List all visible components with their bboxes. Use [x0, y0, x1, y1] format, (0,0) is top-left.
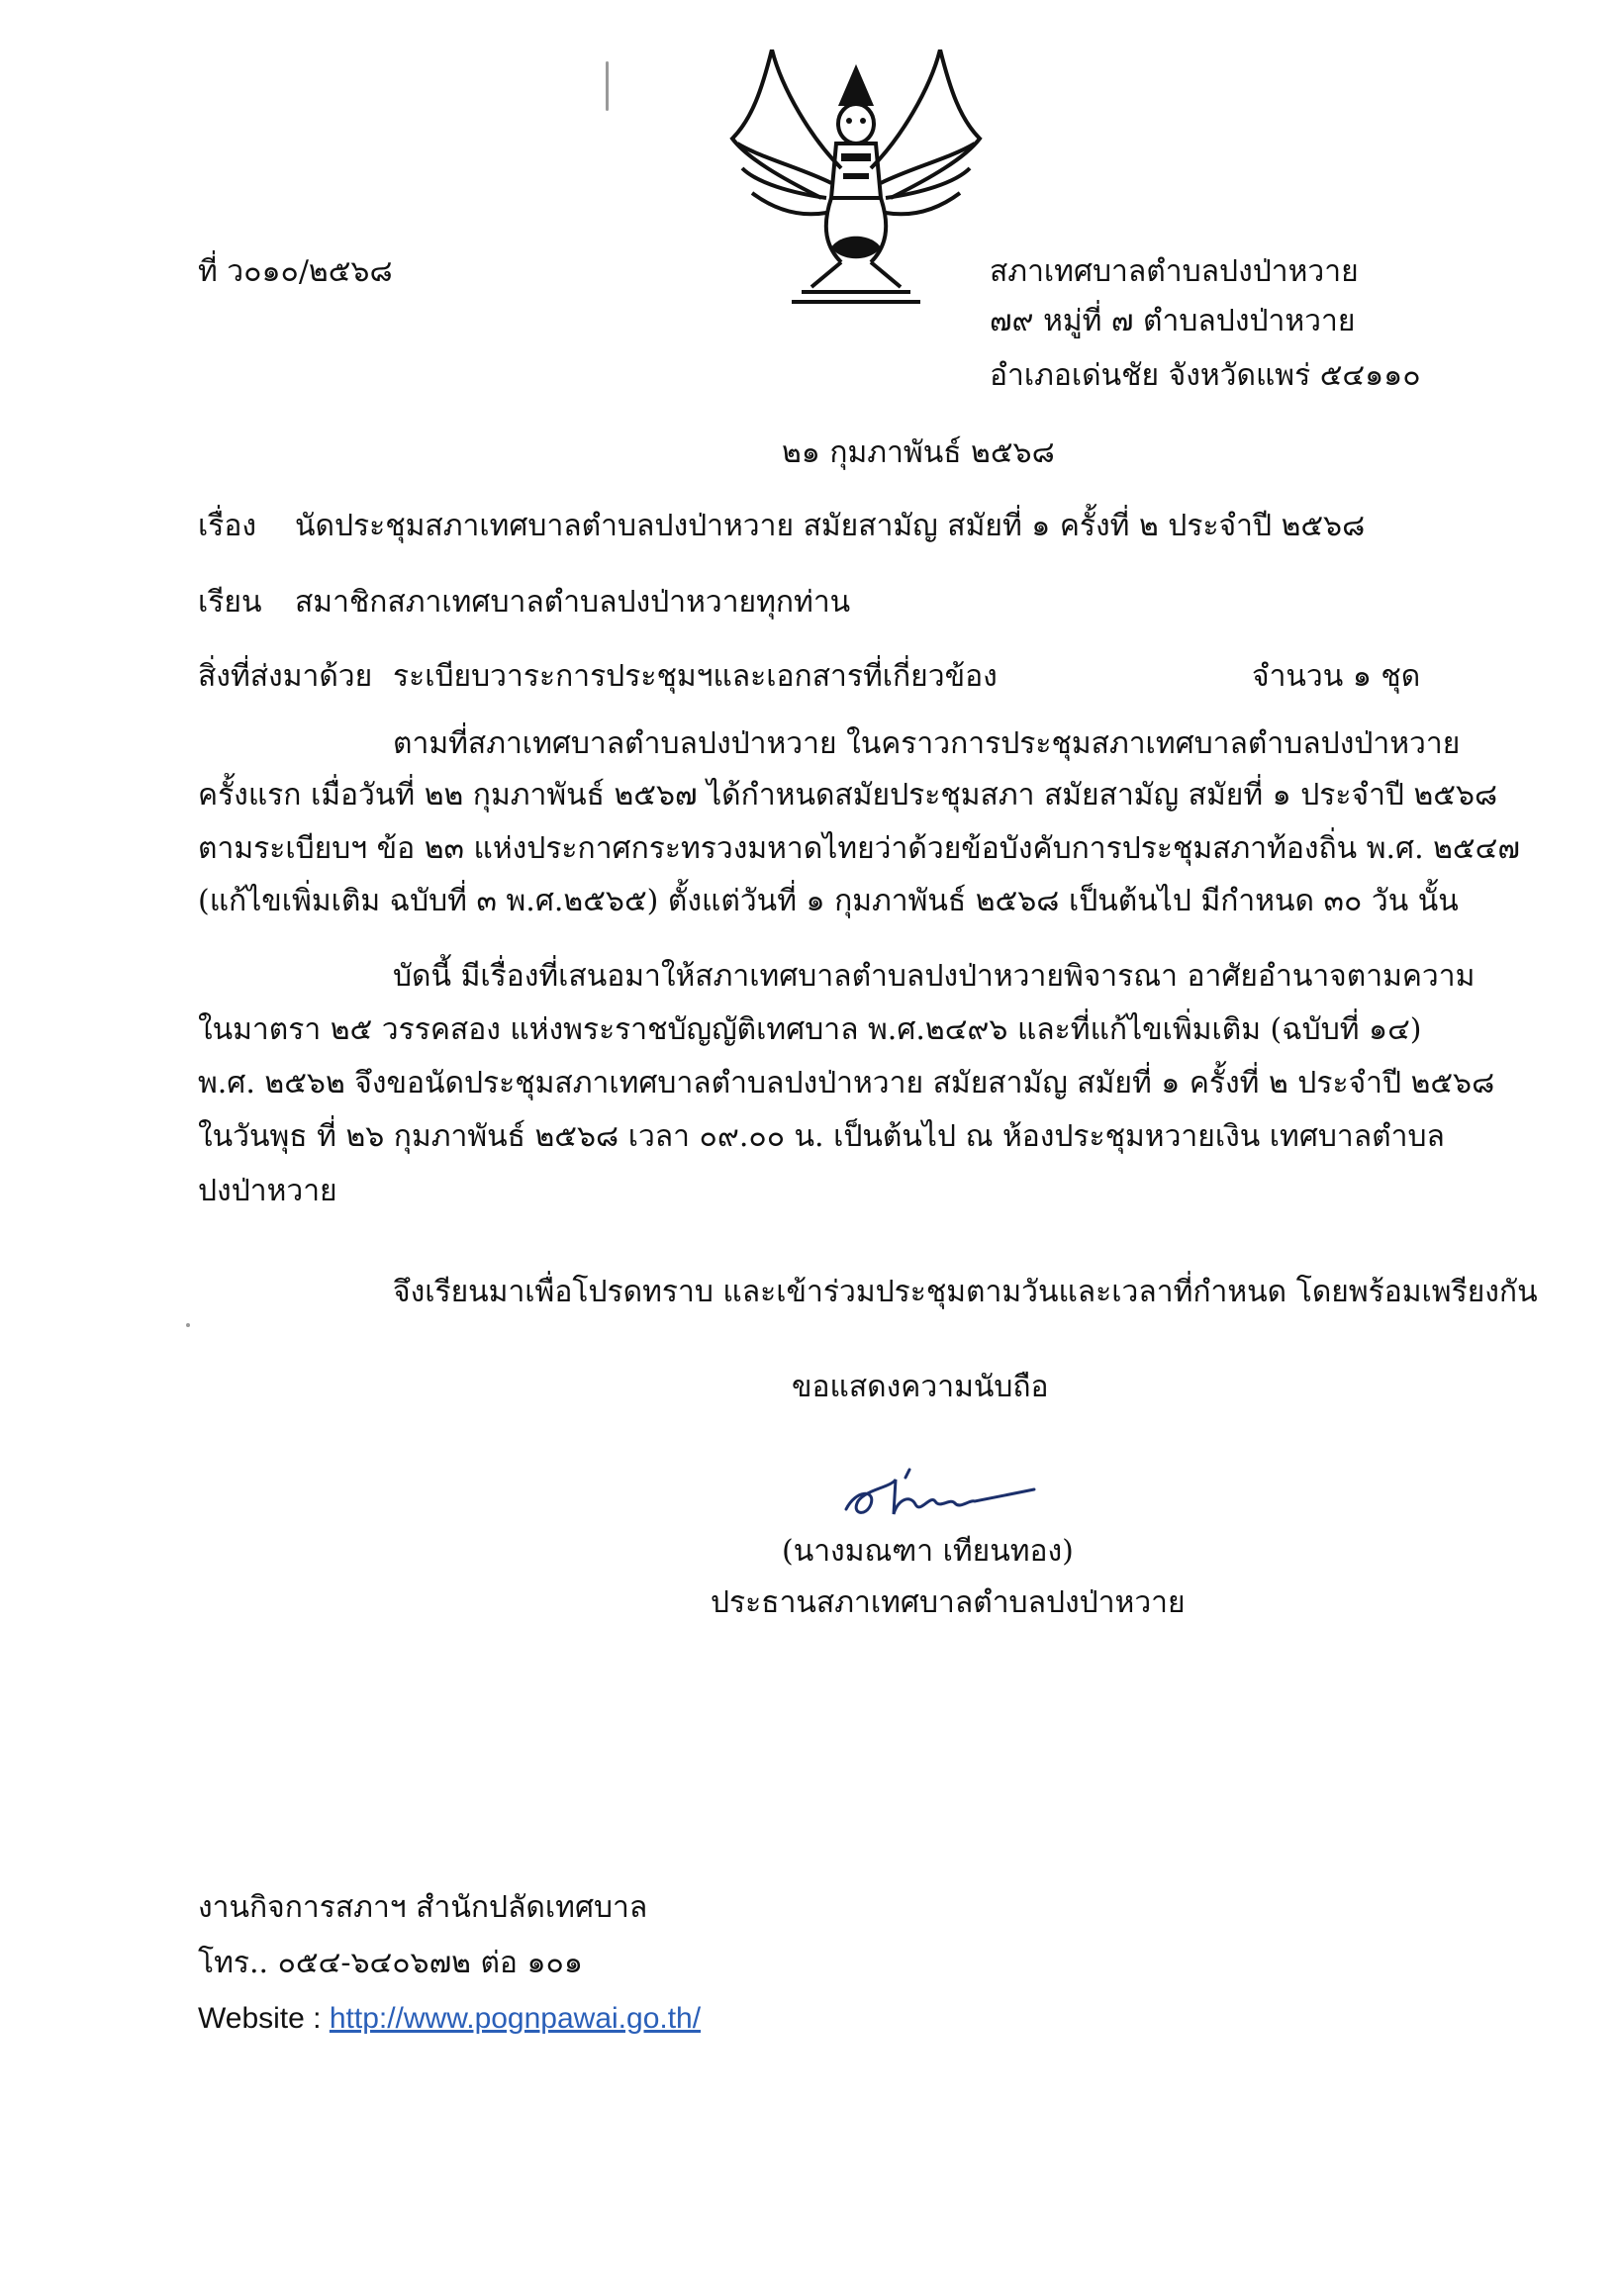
- website-link[interactable]: http://www.pognpawai.go.th/: [329, 2002, 702, 2035]
- enclosure-text: ระเบียบวาระการประชุมฯและเอกสารที่เกี่ยวข้อง: [393, 659, 998, 694]
- paragraph-1-line: ตามที่สภาเทศบาลตำบลปงป่าหวาย ในคราวการประชุมสภาเทศบาลตำบลปงป่าหวาย: [393, 726, 1461, 761]
- sender-address-line-1: สภาเทศบาลตำบลปงป่าหวาย: [990, 254, 1359, 289]
- letter-date: ๒๑ กุมภาพันธ์ ๒๕๖๘: [782, 435, 1055, 470]
- sender-address-line-2: ๗๙ หมู่ที่ ๗ ตำบลปงป่าหวาย: [990, 304, 1356, 338]
- scan-mark: [606, 61, 609, 111]
- paragraph-2-line: บัดนี้ มีเรื่องที่เสนอมาให้สภาเทศบาลตำบลปงป่าหวายพิจารณา อาศัยอำนาจตามความ: [393, 959, 1476, 994]
- recipient-label: เรียน: [198, 585, 262, 620]
- subject-label: เรื่อง: [198, 509, 257, 543]
- reference-number: ที่ ว๐๑๐/๒๕๖๘: [198, 254, 393, 289]
- website-label: Website :: [198, 2002, 330, 2035]
- garuda-emblem: [693, 49, 1019, 317]
- signer-position: ประธานสภาเทศบาลตำบลปงป่าหวาย: [711, 1585, 1186, 1620]
- enclosure-label: สิ่งที่ส่งมาด้วย: [198, 659, 373, 694]
- paragraph-2-line: พ.ศ. ๒๕๖๒ จึงขอนัดประชุมสภาเทศบาลตำบลปงป่าหวาย สมัยสามัญ สมัยที่ ๑ ครั้งที่ ๒ ประจำปี ๒๕๖๘: [198, 1066, 1495, 1100]
- enclosure-count: จำนวน ๑ ชุด: [1252, 659, 1421, 694]
- paragraph-1-line: ตามระเบียบฯ ข้อ ๒๓ แห่งประกาศกระทรวงมหาดไทยว่าด้วยข้อบังคับการประชุมสภาท้องถิ่น พ.ศ. ๒๕๔๗: [198, 831, 1520, 866]
- footer-website: [198, 2001, 701, 2037]
- scan-speck: [186, 1323, 190, 1327]
- recipient-text: สมาชิกสภาเทศบาลตำบลปงป่าหวายทุกท่าน: [295, 585, 851, 620]
- paragraph-2-line: ในวันพุธ ที่ ๒๖ กุมภาพันธ์ ๒๕๖๘ เวลา ๐๙.๐๐ น. เป็นต้นไป ณ ห้องประชุมหวายเงิน เทศบาลตำบล: [198, 1119, 1445, 1154]
- closing-paragraph: จึงเรียนมาเพื่อโปรดทราบ และเข้าร่วมประชุมตามวันและเวลาที่กำหนด โดยพร้อมเพรียงกัน: [393, 1275, 1538, 1309]
- sender-address-line-3: อำเภอเด่นชัย จังหวัดแพร่ ๕๔๑๑๐: [990, 358, 1421, 393]
- handwritten-signature: [836, 1460, 1054, 1529]
- paragraph-2-line: ปงป่าหวาย: [198, 1174, 337, 1208]
- paragraph-1-line: (แก้ไขเพิ่มเติม ฉบับที่ ๓ พ.ศ.๒๕๖๕) ตั้งแต่วันที่ ๑ กุมภาพันธ์ ๒๕๖๘ เป็นต้นไป มีกำหนด ๓๐ วัน นั้น: [198, 884, 1459, 918]
- subject-text: นัดประชุมสภาเทศบาลตำบลปงป่าหวาย สมัยสามัญ สมัยที่ ๑ ครั้งที่ ๒ ประจำปี ๒๕๖๘: [295, 509, 1366, 543]
- paragraph-2-line: ในมาตรา ๒๕ วรรคสอง แห่งพระราชบัญญัติเทศบาล พ.ศ.๒๔๙๖ และที่แก้ไขเพิ่มเติม (ฉบับที่ ๑๔): [198, 1012, 1422, 1047]
- salutation: ขอแสดงความนับถือ: [792, 1370, 1049, 1404]
- footer-phone: โทร.. ๐๕๔-๖๔๐๖๗๒ ต่อ ๑๐๑: [198, 1946, 583, 1980]
- footer-department: งานกิจการสภาฯ สำนักปลัดเทศบาล: [198, 1890, 648, 1925]
- signer-name: (นางมณฑา เทียนทอง): [782, 1534, 1074, 1569]
- paragraph-1-line: ครั้งแรก เมื่อวันที่ ๒๒ กุมภาพันธ์ ๒๕๖๗ ได้กำหนดสมัยประชุมสภา สมัยสามัญ สมัยที่ ๑ ประจำปี ๒๕๖๘: [198, 778, 1498, 813]
